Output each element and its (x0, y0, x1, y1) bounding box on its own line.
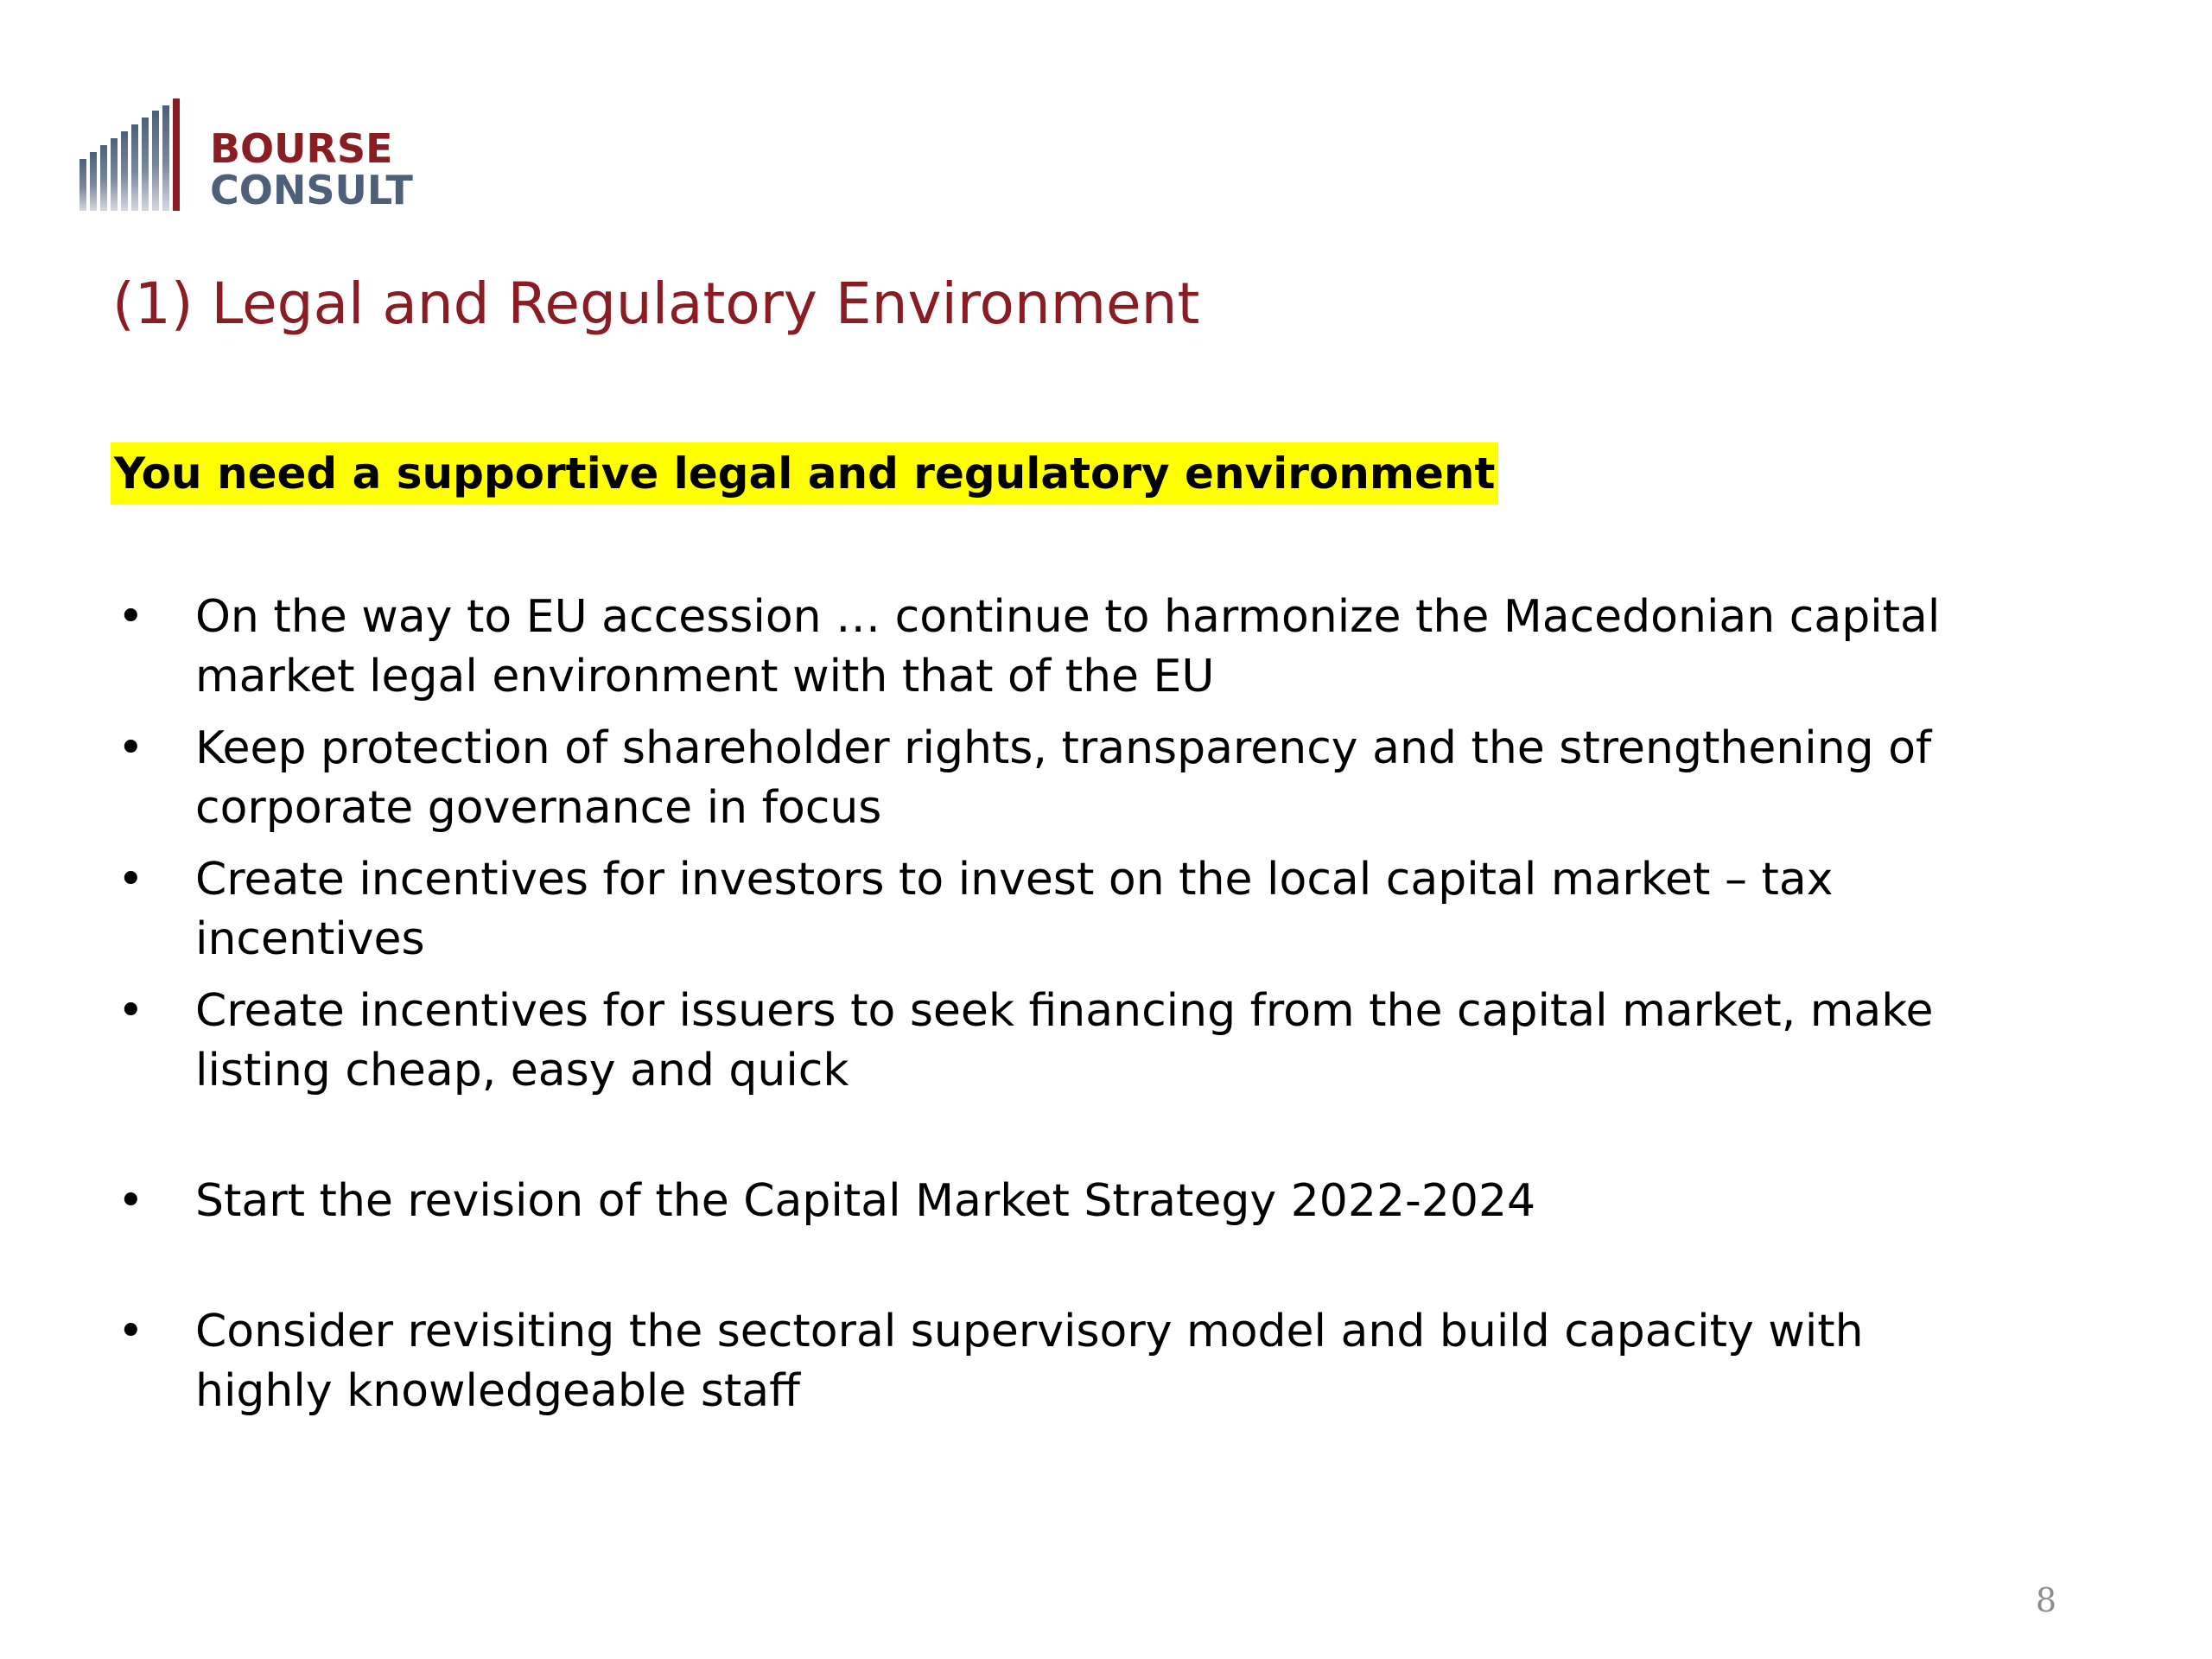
bullet-icon: • (118, 722, 144, 774)
logo-text-bourse: BOURSE (210, 125, 393, 172)
logo-text-consult: CONSULT (210, 167, 413, 213)
slide-title: (1) Legal and Regulatory Environment (112, 270, 1200, 337)
bullet-text: Keep protection of shareholder rights, transparency and the strengthening of corporate governance in focus (195, 722, 1932, 834)
bullet-icon: • (118, 985, 144, 1037)
list-item (112, 1302, 1970, 1421)
list-item (112, 850, 1970, 969)
bullet-icon: • (118, 854, 144, 906)
bullet-icon: • (118, 1306, 144, 1357)
list-item (112, 719, 1970, 838)
page-number: 8 (2035, 1581, 2056, 1619)
list-item (112, 588, 1970, 707)
bullet-text: Start the revision of the Capital Market Strategy 2022-2024 (195, 1175, 1536, 1227)
company-logo (78, 97, 423, 218)
highlighted-subtitle: You need a supportive legal and regulatory environment (111, 442, 1498, 505)
bar-chart-logo-icon (78, 97, 194, 213)
bullet-text: Consider revisiting the sectoral supervisory model and build capacity with highly knowledgeable staff (195, 1306, 1864, 1417)
list-item (112, 1172, 1970, 1231)
logo-wordmark (210, 125, 413, 213)
bullet-text: Create incentives for investors to invest on the local capital market – tax incentives (195, 854, 1834, 965)
bullet-text: Create incentives for issuers to seek financing from the capital market, make listing cheap, easy and quick (195, 985, 1934, 1096)
bullet-list (112, 588, 1970, 1433)
bullet-icon: • (118, 591, 144, 643)
list-item (112, 982, 1970, 1101)
bullet-text: On the way to EU accession … continue to harmonize the Macedonian capital market legal environment with that of the EU (195, 591, 1941, 702)
bullet-icon: • (118, 1175, 144, 1227)
